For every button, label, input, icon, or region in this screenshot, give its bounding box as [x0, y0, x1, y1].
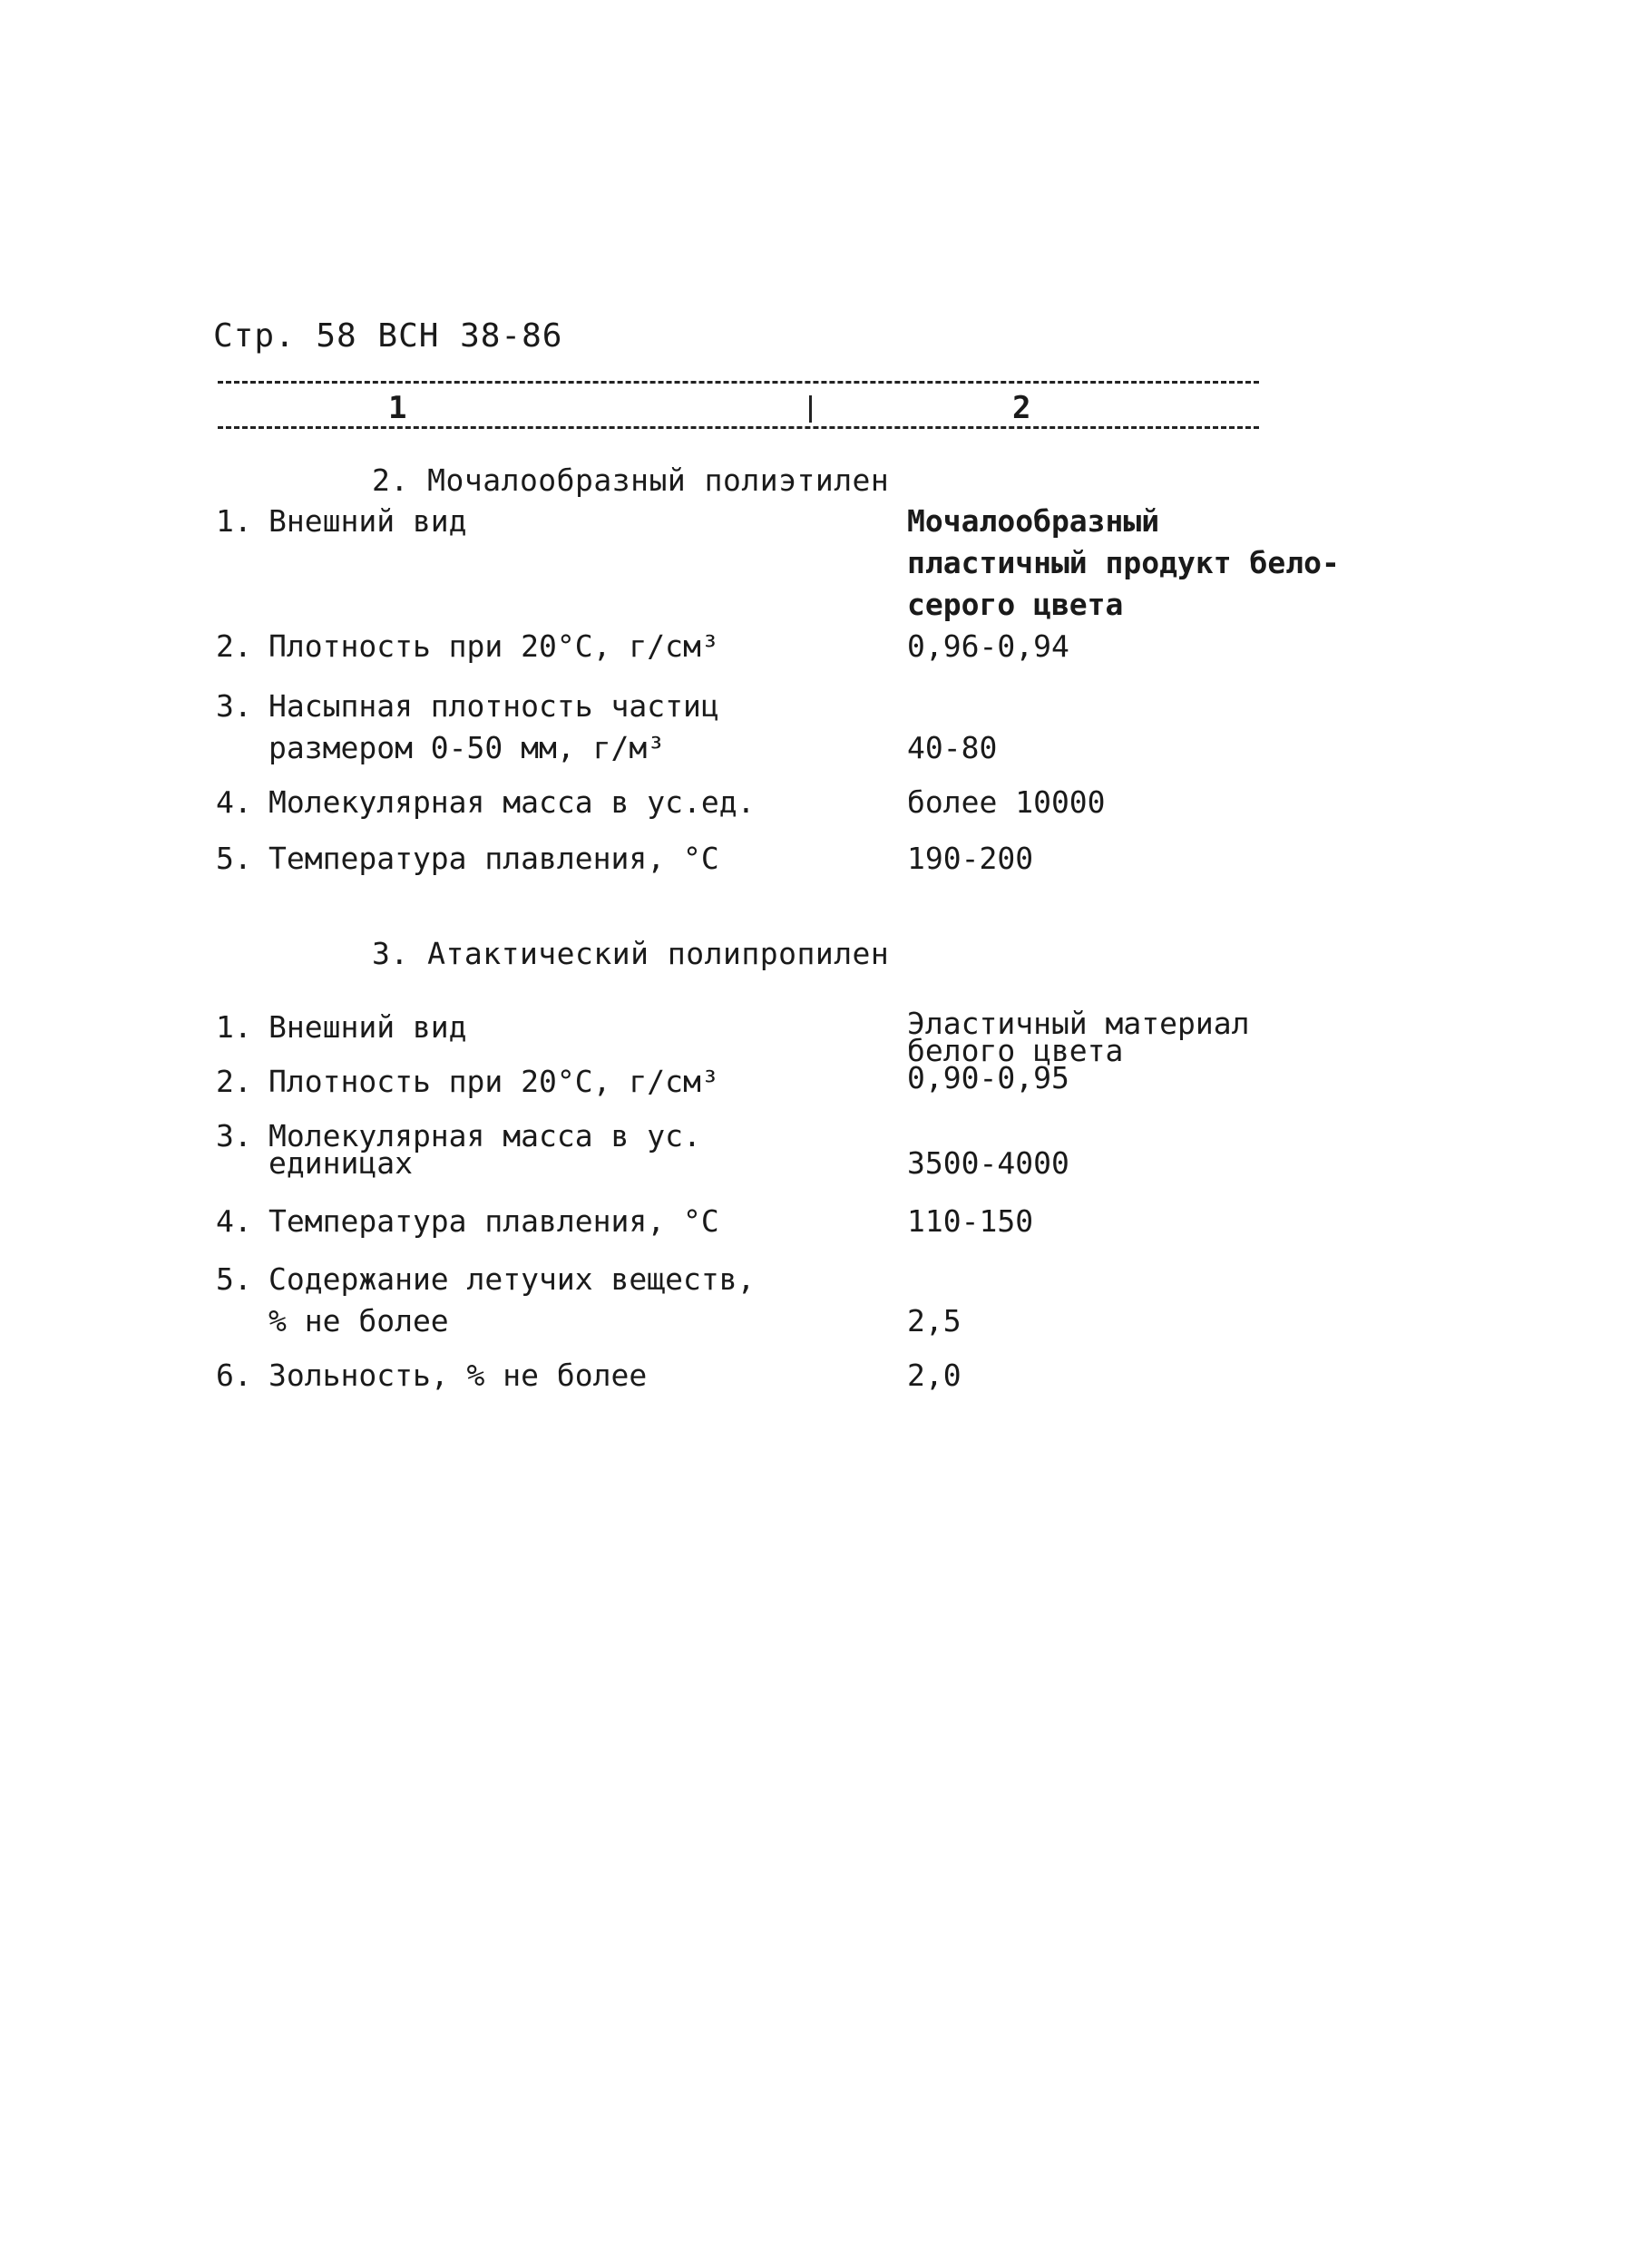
list-item: [216, 782, 755, 823]
table-header-top-rule: [218, 381, 1259, 384]
item-value: Мочалообразный пластичный продукт бело-серого цвета: [907, 503, 1340, 622]
list-item: [216, 1007, 467, 1048]
item-number: 5.: [216, 841, 252, 876]
page-reference: Стр. 58 ВСН 38-86: [213, 317, 563, 355]
column-1-number: 1: [388, 390, 407, 426]
list-item: [216, 1355, 647, 1397]
item-number: 4.: [216, 1203, 252, 1239]
item-number: 1.: [216, 503, 252, 539]
list-item: [216, 838, 719, 880]
item-number: 4.: [216, 784, 252, 820]
item-label: Температура плавления, °С: [268, 841, 719, 876]
item-value: Эластичный материал белого цвета: [907, 1006, 1250, 1068]
item-label-continuation: % не более: [268, 1303, 449, 1338]
section-3-title: 3. Атактический полипропилен: [372, 936, 890, 971]
item-label: Молекулярная масса в ус.: [268, 1118, 701, 1153]
item-value: 0,96-0,94: [907, 628, 1069, 664]
item-value: 40-80: [907, 730, 998, 765]
item-value: 3500-4000: [907, 1145, 1069, 1181]
list-item: [216, 1061, 719, 1103]
item-number: 3.: [216, 688, 252, 724]
item-number: 3.: [216, 1118, 252, 1153]
item-label: Зольность, % не более: [268, 1358, 648, 1393]
list-item: [216, 1118, 701, 1181]
item-number: 2.: [216, 1064, 252, 1099]
list-item: [216, 501, 467, 542]
list-item: [216, 1259, 755, 1342]
item-value: 190-200: [907, 841, 1034, 876]
list-item: [216, 1201, 719, 1242]
item-label: Внешний вид: [268, 1009, 467, 1045]
item-label: Внешний вид: [268, 503, 467, 539]
item-label: Плотность при 20°С, г/см³: [268, 628, 719, 664]
item-value: более 10000: [907, 784, 1106, 820]
column-2-number: 2: [1012, 390, 1031, 426]
item-label: Температура плавления, °С: [268, 1203, 719, 1239]
item-value: 2,5: [907, 1303, 962, 1338]
item-value: 110-150: [907, 1203, 1034, 1239]
column-divider: [809, 395, 812, 423]
table-header-bottom-rule: [218, 426, 1259, 429]
item-number: 1.: [216, 1009, 252, 1045]
item-label-continuation: размером 0-50 мм, г/м³: [268, 730, 666, 765]
item-label-continuation: единицах: [268, 1145, 413, 1181]
item-number: 5.: [216, 1261, 252, 1297]
item-number: 6.: [216, 1358, 252, 1393]
item-number: 2.: [216, 628, 252, 664]
item-value: 2,0: [907, 1358, 962, 1393]
section-2-title: 2. Мочалообразный полиэтилен: [372, 462, 890, 498]
item-label: Насыпная плотность частиц: [268, 688, 719, 724]
item-value: 0,90-0,95: [907, 1060, 1069, 1095]
list-item: [216, 686, 719, 769]
item-label: Плотность при 20°С, г/см³: [268, 1064, 719, 1099]
list-item: [216, 626, 719, 667]
item-label: Содержание летучих веществ,: [268, 1261, 756, 1297]
item-label: Молекулярная масса в ус.ед.: [268, 784, 756, 820]
